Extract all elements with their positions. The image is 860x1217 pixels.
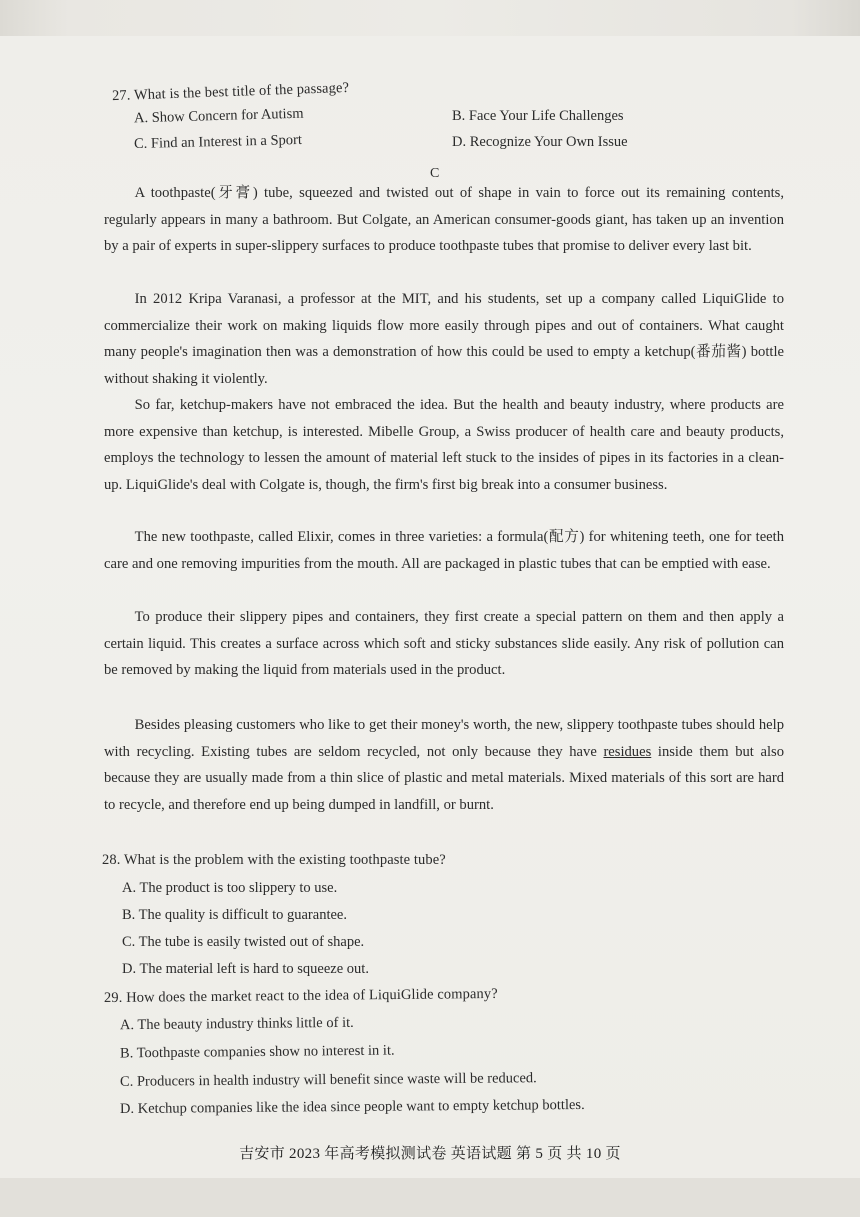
q29-option-a: A. The beauty industry thinks little of it.: [119, 1014, 354, 1034]
q27-option-c: C. Find an Interest in a Sport: [133, 131, 303, 153]
q28-option-b: B. The quality is difficult to guarantee.: [122, 907, 347, 923]
passage-paragraph-5: To produce their slippery pipes and containers, they first create a special pattern on them and then apply a certain liquid. This creates a surface across which soft and sticky substances slide easily. Any risk of pollution can be removed by making the liquid from materials used in the product.: [104, 609, 784, 679]
passage-paragraph-2: In 2012 Kripa Varanasi, a professor at the MIT, and his students, set up a company called LiquiGlide to commercialize their work on making liquids flow more easily through pipes and out of containers. What caught many people's imagination then was a demonstration of how this could be used to empty a ketchup(番茄酱) bottle without shaking it violently.: [104, 291, 784, 387]
paragraph-6-text-before: Besides pleasing customers who like to get their money's worth, the new, slippery toothpaste tubes should help with recycling. Existing tubes are seldom recycled, not only because they have: [104, 717, 784, 760]
q27-option-a: A. Show Concern for Autism: [133, 105, 304, 127]
paragraph-6-text-after: inside them but also because they are usually made from a thin slice of plastic and metal materials. Mixed materials of this sort are hard to recycle, and therefore end up being dumped in landfill, or burnt.: [104, 743, 784, 813]
q28-question: 28. What is the problem with the existing toothpaste tube?: [102, 852, 446, 868]
q29-option-d: D. Ketchup companies like the idea since people want to empty ketchup bottles.: [119, 1096, 585, 1118]
q28-option-a: A. The product is too slippery to use.: [122, 880, 338, 896]
page-footer: 吉安市 2023 年高考模拟测试卷 英语试题 第 5 页 共 10 页: [239, 1146, 621, 1162]
passage-paragraph-4: The new toothpaste, called Elixir, comes in three varieties: a formula(配方) for whitening teeth, one for teeth care and one removing impurities from the mouth. All are packaged in plastic tubes that can be emptied with ease.: [104, 529, 784, 572]
q29-option-b: B. Toothpaste companies show no interest in it.: [119, 1042, 395, 1062]
q29-question: 29. How does the market react to the idea of LiquiGlide company?: [103, 985, 498, 1007]
passage-paragraph-1: A toothpaste(牙膏) tube, squeezed and twisted out of shape in vain to force out its remaining contents, regularly appears in many a bathroom. But Colgate, an American consumer-goods giant, has taken up an invention by a pair of experts in super-slippery surfaces to produce toothpaste tubes that promise to deliver every last bit.: [104, 185, 784, 255]
q27-question: 27. What is the best title of the passage?: [111, 79, 350, 105]
q29-option-c: C. Producers in health industry will benefit since waste will be reduced.: [119, 1070, 537, 1090]
section-label: C: [430, 166, 440, 181]
passage-paragraph-6: [104, 712, 784, 818]
passage-paragraph-3: So far, ketchup-makers have not embraced the idea. But the health and beauty industry, where products are more expensive than ketchup, is interested. Mibelle Group, a Swiss producer of health care and beauty products, employs the technology to lessen the amount of material left stuck to the insides of pipes in its factories in a clean-up. LiquiGlide's deal with Colgate is, though, the firm's first big break into a consumer business.: [104, 397, 784, 493]
underlined-word-residues: residues: [603, 743, 652, 760]
q27-option-b: B. Face Your Life Challenges: [452, 108, 624, 124]
q27-option-d: D. Recognize Your Own Issue: [452, 134, 628, 150]
q28-option-d: D. The material left is hard to squeeze out.: [122, 961, 369, 977]
photo-bottom-edge: [0, 1178, 860, 1217]
q28-option-c: C. The tube is easily twisted out of shape.: [122, 934, 365, 950]
